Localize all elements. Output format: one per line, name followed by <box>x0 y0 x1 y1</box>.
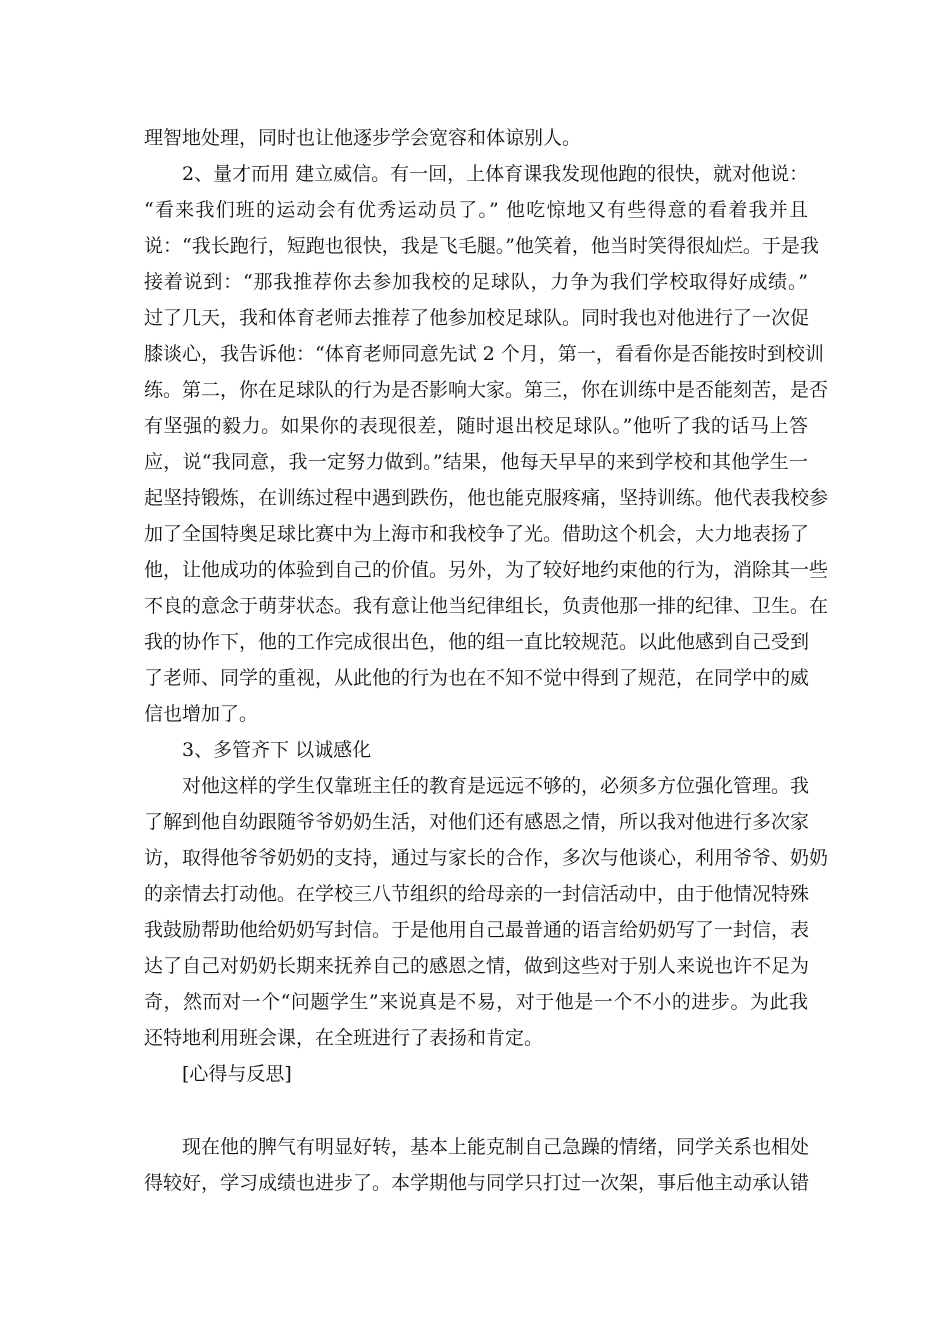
text-line: 现在他的脾气有明显好转，基本上能克制自己急躁的情绪，同学关系也相处 <box>182 1136 810 1158</box>
text-line: 了老师、同学的重视，从此他的行为也在不知不觉中得到了规范，在同学中的威 <box>144 667 810 689</box>
text-line: 我鼓励帮助他给奶奶写封信。于是他用自己最普通的语言给奶奶写了一封信，表 <box>144 919 810 941</box>
text-line: 不良的意念于萌芽状态。我有意让他当纪律组长，负责他那一排的纪律、卫生。在 <box>144 595 829 617</box>
section-heading-2: 2、量才而用 建立威信。有一回，上体育课我发现他跑的很快，就对他说： <box>182 163 809 185</box>
text-line: 加了全国特奥足球比赛中为上海市和我校争了光。借助这个机会，大力地表扬了 <box>144 523 810 545</box>
text-line: 接着说到：“那我推荐你去参加我校的足球队，力争为我们学校取得好成绩。” <box>144 271 808 293</box>
text-line: 练。第二，你在足球队的行为是否影响大家。第三，你在训练中是否能刻苦，是否 <box>144 379 829 401</box>
text-line: 膝谈心，我告诉他：“体育老师同意先试 2 个月，第一，看看你是否能按时到校训 <box>144 343 824 365</box>
text-line: 理智地处理，同时也让他逐步学会宽容和体谅别人。 <box>144 127 582 149</box>
text-line: 他，让他成功的体验到自己的价值。另外，为了较好地约束他的行为，消除其一些 <box>144 559 829 581</box>
reflection-heading: [心得与反思] <box>182 1063 292 1085</box>
text-line: 说：“我长跑行，短跑也很快，我是飞毛腿。”他笑着，他当时笑得很灿烂。于是我 <box>144 235 819 257</box>
text-line: 应，说“我同意，我一定努力做到。”结果，他每天早早的来到学校和其他学生一 <box>144 451 808 473</box>
text-line: 了解到他自幼跟随爷爷奶奶生活，对他们还有感恩之情，所以我对他进行多次家 <box>144 811 810 833</box>
text-line: 我的协作下，他的工作完成很出色，他的组一直比较规范。以此他感到自己受到 <box>144 631 810 653</box>
text-line: 奇，然而对一个“问题学生”来说真是不易，对于他是一个不小的进步。为此我 <box>144 991 808 1013</box>
text-line: 访，取得他爷爷奶奶的支持，通过与家长的合作，多次与他谈心，利用爷爷、奶奶 <box>144 847 829 869</box>
text-line: 对他这样的学生仅靠班主任的教育是远远不够的，必须多方位强化管理。我 <box>182 775 810 797</box>
text-line: “看来我们班的运动会有优秀运动员了。” 他吃惊地又有些得意的看着我并且 <box>144 199 808 221</box>
text-line: 有坚强的毅力。如果你的表现很差，随时退出校足球队。”他听了我的话马上答 <box>144 415 808 437</box>
text-line: 起坚持锻炼，在训练过程中遇到跌伤，他也能克服疼痛，坚持训练。他代表我校参 <box>144 487 829 509</box>
text-line: 的亲情去打动他。在学校三八节组织的给母亲的一封信活动中，由于他情况特殊 <box>144 883 810 905</box>
section-heading-3: 3、多管齐下 以诚感化 <box>182 739 372 761</box>
text-line: 得较好，学习成绩也进步了。本学期他与同学只打过一次架，事后他主动承认错 <box>144 1172 810 1194</box>
text-line: 达了自己对奶奶长期来抚养自己的感恩之情，做到这些对于别人来说也许不足为 <box>144 955 810 977</box>
text-line: 过了几天，我和体育老师去推荐了他参加校足球队。同时我也对他进行了一次促 <box>144 307 810 329</box>
text-line: 还特地利用班会课，在全班进行了表扬和肯定。 <box>144 1027 544 1049</box>
text-line: 信也增加了。 <box>144 703 259 725</box>
